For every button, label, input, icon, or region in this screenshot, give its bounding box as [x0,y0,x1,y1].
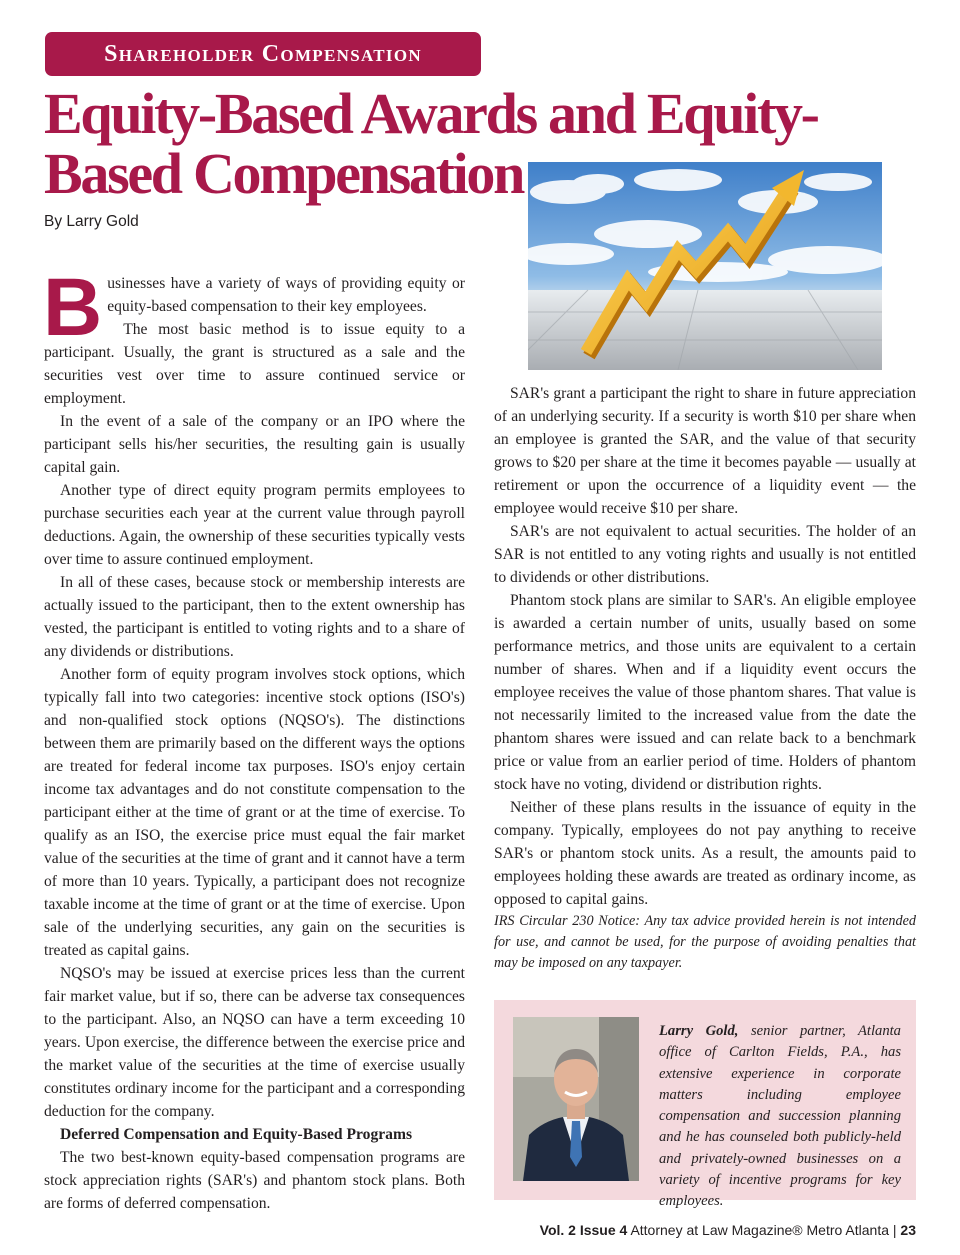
body-paragraph: The two best-known equity-based compensation programs are stock appreciation rights (SAR's) and phantom stock plans. Both are forms of deferred compensation. [44,1149,465,1212]
author-name: Larry Gold, [659,1023,739,1039]
author-description: senior partner, Atlanta office of Carlton Fields, P.A., has extensive experience in corporate matters including employee compensation and succession planning and he has counseled both publicly-held and privately-owned businesses on a variety of incentive programs for key employees. [659,1023,901,1210]
body-paragraph: SAR's are not equivalent to actual securities. The holder of an SAR is not entitled to any voting rights and usually is not entitled to dividends or other distributions. [494,523,916,586]
body-paragraph: In all of these cases, because stock or membership interests are actually issued to the participant, then to the extent ownership has vested, the participant is entitled to voting rights and to a share of any dividends or distributions. [44,574,465,660]
hero-image [528,162,882,370]
article-title: Equity-Based Awards and Equity-Based Compensation [44,81,818,206]
issue-label: Vol. 2 Issue 4 [539,1222,628,1238]
body-paragraph: NQSO's may be issued at exercise prices less than the current fair market value, but if so, there can be adverse tax consequences to the participant. Also, an NQSO can have a term exceeding 10 years. Upon exercise, the difference between the exercise price and the market value of the securities at the time of exercise usually constitutes ordinary income for the participant and a corresponding deduction for the company. [44,965,465,1120]
section-tag: Shareholder Compensation [45,32,481,76]
page-footer [536,1222,916,1238]
body-paragraph: Another type of direct equity program permits employees to purchase securities each year at the current value through payroll deductions. Again, the ownership of these securities typically vests over time to assure continued employment. [44,482,465,568]
body-paragraph: In the event of a sale of the company or an IPO where the participant sells his/her securities, the resulting gain is usually capital gain. [44,413,465,476]
drop-cap: B [43,262,103,353]
body-paragraph: Phantom stock plans are similar to SAR's. An eligible employee is awarded a certain number of units, usually based on some performance metrics, and those units are equivalent to a certain number of shares. When and if a liquidity event occurs the employee receives the value of those phantom shares. That value is not necessarily limited to the increased value from the date the phantom shares were issued and can relate back to a benchmark price or value from an earlier period of time. Holders of phantom stock have no voting, dividend or distribution rights. [494,592,916,793]
byline: By Larry Gold [44,213,139,230]
section-subheading: Deferred Compensation and Equity-Based Programs [60,1126,413,1143]
author-photo [513,1017,639,1181]
page-number: 23 [900,1222,916,1238]
body-paragraph: SAR's grant a participant the right to share in future appreciation of an underlying security. If a security is worth $10 per share when an employee is granted the SAR, and the value of that security grows to $20 per share at the time it becomes payable — usually at retirement or upon the occurrence of a liquidity event — the employee would receive $10 per share. [494,385,916,517]
body-paragraph: Neither of these plans results in the issuance of equity in the company. Typically, employees do not pay anything to receive SAR's or phantom stock units. As a result, the amounts paid to employees holding these awards are treated as ordinary income, as opposed to capital gains. [494,799,916,908]
author-bio-text [659,1021,901,1213]
irs-notice: IRS Circular 230 Notice: Any tax advice provided herein is not intended for use, and cannot be used, for the purpose of avoiding penalties that may be imposed on any taxpayer. [494,913,916,971]
footer-separator: | [892,1222,897,1238]
body-paragraph: The most basic method is to issue equity to a participant. Usually, the grant is structured as a sale and the securities vest over time to assure continued service or employment. [44,321,465,407]
left-column [43,262,465,1215]
right-column [494,382,916,974]
magazine-name: Attorney at Law Magazine® Metro Atlanta [630,1222,889,1238]
intro-paragraph: Businesses have a variety of ways of providing equity or equity-based compensation to their key employees. [43,262,465,353]
body-paragraph: Another form of equity program involves stock options, which typically fall into two categories: incentive stock options (ISO's) and non-qualified stock options (NQSO's). The distinctions between them are primarily based on the different ways the options are treated for federal income tax purposes. ISO's enjoy certain income tax advantages and do not constitute compensation to the participant either at the time of grant or at the time of exercise. To qualify as an ISO, the exercise price must equal the fair market value of the securities at the time of grant and it cannot have a term of more than 10 years. Typically, a participant does not recognize taxable income at the time of grant or at the time of exercise. Upon sale of the underlying securities, any gain on the securities is treated as capital gains. [44,666,465,959]
author-bio-box [494,1000,916,1210]
